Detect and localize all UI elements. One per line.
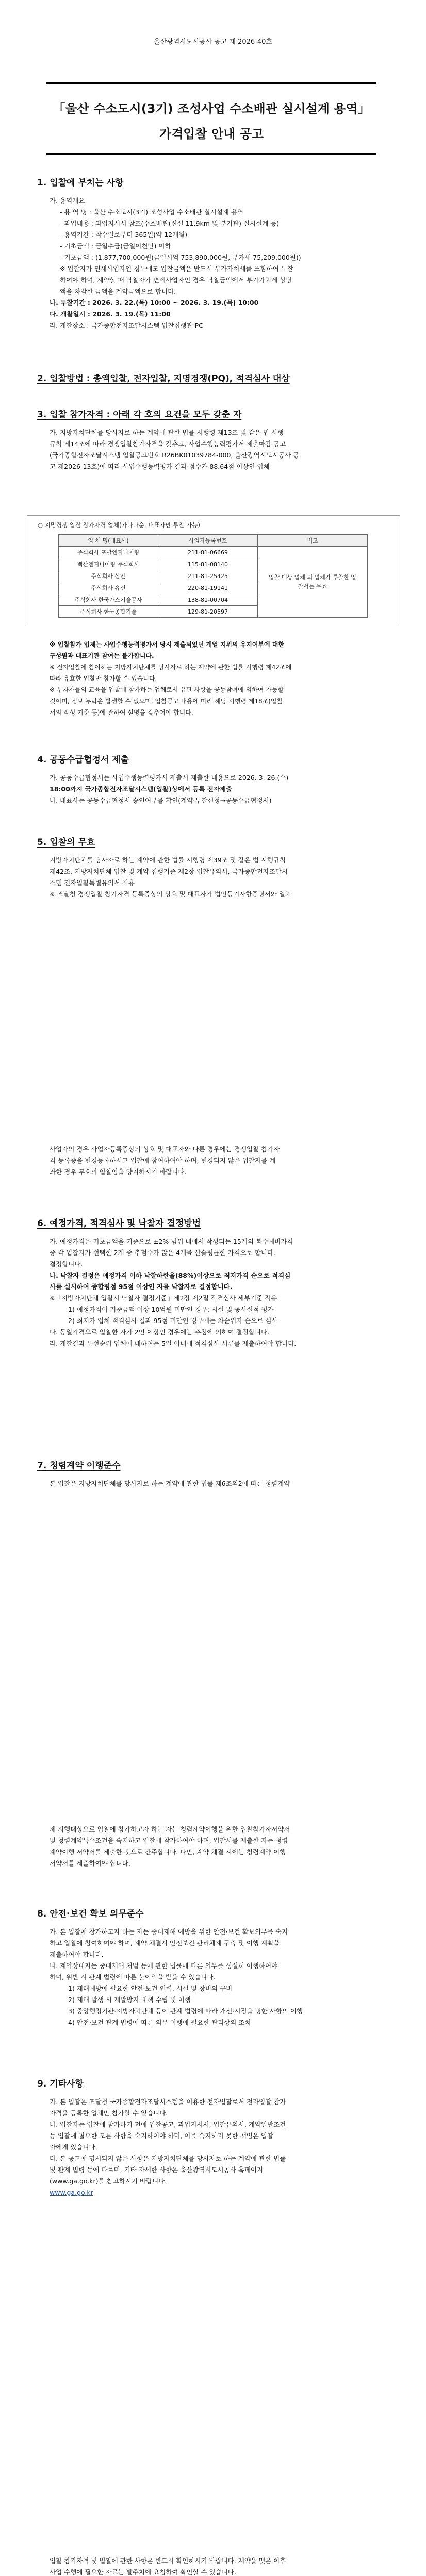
- s1-line: 라. 개찰장소 : 국가종합전자조달시스템 입찰집행관 PC: [50, 321, 203, 329]
- firm-table-header: 사업자등록번호: [158, 535, 258, 547]
- homepage-link[interactable]: www.ga.go.kr: [50, 2189, 93, 2196]
- s4-line: 나. 대표사는 공동수급협정서 승인여부를 확인(계약·투찰신청→공동수급협정서): [50, 796, 272, 804]
- s1-line: - 과업내용 : 과업지시서 참조(수소배관(신설 11.9km 및 분기관) 실시설계 등): [60, 219, 280, 227]
- s9-cont-line: 사업 수행에 필요한 자료는 발주처에 요청하여 확인할 수 있습니다.: [50, 2568, 236, 2576]
- section-5-continued: [37, 1144, 393, 1178]
- section-3: [37, 407, 393, 472]
- section-9-heading: 9. 기타사항: [37, 2079, 84, 2089]
- s1-line: - 용 역 명 : 울산 수소도시(3기) 조성사업 수소배관 실시설계 용역: [60, 208, 243, 216]
- firm-name: 주식회사 한국종합기술: [59, 606, 158, 618]
- s1-line: 하여야 하며, 계약할 때 낙찰자가 면세사업자인 경우 낙찰금액에서 부가가치세 상당: [60, 276, 292, 284]
- section-5-heading: 5. 입찰의 무효: [37, 837, 95, 848]
- s3-line: 규칙 제14조에 따라 경쟁입찰참가자격을 갖추고, 사업수행능력평가서 제출마감 공고: [50, 440, 286, 448]
- s8-line: 하고 입찰에 참여하여야 하며, 계약 체결시 안전보건 관리체계 구축 및 이행 계획을: [50, 1939, 280, 1947]
- section-6: [37, 1216, 393, 1349]
- firm-name: 주식회사 포괄엔지니어링: [59, 547, 158, 558]
- s8-line: 4) 안전·보건 관계 법령에 따른 의무 이행에 필요한 관리상의 조치: [68, 2019, 251, 2026]
- s5-line: ※ 조달청 경쟁입찰 참가자격 등록증상의 상호 및 대표자가 법인등기사항증명서와 일치: [50, 890, 291, 898]
- s9-cont-line: 입찰 참가자격 및 입찰에 관한 사항은 반드시 확인하시기 바랍니다. 계약을 맺은 이후: [50, 2557, 286, 2565]
- title-line-2: 가격입찰 안내 공고: [159, 127, 264, 141]
- s3-note: 것이며, 정보 누락은 발생할 수 없으며, 입찰공고 내용에 따라 해당 시행령 제18조(입찰: [50, 698, 283, 705]
- s1-line: - 용역기간 : 착수일로부터 365일(약 12개월): [60, 231, 188, 239]
- s6-line: 1) 예정가격이 기준금액 이상 10억원 미만인 경우: 시설 및 공사실적 평가: [68, 1306, 274, 1313]
- s7-cont-line: 서약서를 제출하여야 합니다.: [50, 1859, 130, 1867]
- s5-cont-line: 좌한 경우 무효의 입찰임을 양지하시기 바랍니다.: [50, 1168, 187, 1176]
- s6-line: 나. 낙찰자 결정은 예정가격 이하 낙찰하한율(88%)이상으로 최저가격 순으로 적격심: [50, 1272, 291, 1279]
- s3-note: 구성원과 대표기관 참여는 불가합니다.: [50, 652, 154, 659]
- section-7-heading: 7. 청렴계약 이행준수: [37, 1461, 121, 1471]
- firm-biz-no: 115-81-08140: [158, 558, 258, 570]
- section-6-heading: 6. 예정가격, 적격심사 및 낙찰자 결정방법: [37, 1218, 201, 1229]
- s9-line: 등 입찰에 필요한 모든 사항을 숙지하여야 하며, 이를 숙지하지 못한 책임은 입찰: [50, 2132, 274, 2140]
- s9-line: 자에게 있습니다.: [50, 2143, 97, 2151]
- section-9-continued: [37, 2555, 393, 2576]
- firm-name: 주식회사 한국가스기술공사: [59, 594, 158, 606]
- firm-table-header: 비고: [258, 535, 368, 547]
- firm-name: 주식회사 유신: [59, 582, 158, 594]
- s1-line: - 기초금액 : 금일수금(금일이천만) 이하: [60, 242, 171, 250]
- section-7: [37, 1458, 393, 1489]
- section-1-heading: 1. 입찰에 부치는 사항: [37, 178, 124, 188]
- s4-line: 18:00까지 국가종합전자조달시스템(입찰)상에서 등록 전자제출: [50, 785, 233, 793]
- section-4: [37, 752, 393, 806]
- section-2-heading: 2. 입찰방법 : 총액입찰, 전자입찰, 지명경쟁(PQ), 적격심사 대상: [37, 374, 290, 384]
- firm-name: 주식회사 삼안: [59, 570, 158, 582]
- table-row: [59, 547, 368, 558]
- firm-table-caption: ○ 지명경쟁 입찰 참가자격 업체(가나다순, 대표자만 투찰 가능): [38, 521, 200, 529]
- section-9: [37, 2076, 393, 2198]
- section-1: [37, 175, 393, 331]
- section-2: [37, 371, 393, 384]
- s8-line: 3) 중앙행정기관·지방자치단체 등이 관계 법령에 따라 개선·시정을 명한 사항의 이행: [68, 2007, 303, 2015]
- s6-line: 2) 최저가 업체 적격심사 결과 95점 미만인 경우에는 차순위자 순으로 심사: [68, 1317, 278, 1325]
- firm-table: [58, 534, 368, 618]
- s5-cont-line: 사업자의 경우 사업자등록증상의 상호 및 대표자와 다른 경우에는 경쟁입찰 참가자: [50, 1145, 280, 1153]
- s4-line: 가. 공동수급협정서는 사업수행능력평가서 제출시 제출한 내용으로 2026. 3. 26.(수): [50, 774, 289, 782]
- s3-note: 따라 유효한 입찰만 참가할 수 있습니다.: [50, 675, 157, 682]
- s3-note: 서의 작성 기준 등)에 관하여 설명을 갖추어야 합니다.: [50, 709, 193, 716]
- s9-line: 및 관계 법령 등에 따르며, 기타 자세한 사항은 울산광역시도시공사 홈페이지: [50, 2166, 264, 2174]
- s8-line: 제출하여야 합니다.: [50, 1951, 104, 1958]
- s1-line: 가. 용역개요: [50, 197, 85, 205]
- s3-line: (국가종합전자조달시스템 입찰공고번호 R26BK01039784-000, 울산광역시도시공사 공: [50, 451, 300, 459]
- s1-line: 나. 투찰기간 : 2026. 3. 22.(목) 10:00 ~ 2026. 3. 19.(목) 10:00: [50, 299, 259, 307]
- homepage-link-line: [37, 2187, 393, 2198]
- firm-biz-no: 220-81-19141: [158, 582, 258, 594]
- s5-cont-line: 격 등록증을 변경등록하시고 입찰에 참여하여야 하며, 변경되지 않은 입찰자를 계: [50, 1157, 276, 1164]
- s6-line: 라. 개찰결과 우선순위 업체에 대하여는 5일 이내에 적격심사 서류를 제출하여야 합니다.: [50, 1340, 297, 1347]
- s5-line: 지방자치단체를 당사자로 하는 계약에 관한 법률 시행령 제39조 및 같은 법 시행규칙: [50, 856, 286, 864]
- section-5: [37, 835, 393, 900]
- s3-line: 고 제2026-13호)에 따라 사업수행능력평가 결과 점수가 88.64점 이상인 업체: [50, 463, 270, 470]
- s1-line: - 기초금액 : (1,877,700,000원(금일시억 753,890,000원, 부가세 75,209,000원)): [60, 253, 301, 261]
- s9-line: (www.ga.go.kr)를 참고하시기 바랍니다.: [50, 2177, 167, 2185]
- s6-line: 가. 예정가격은 기초금액을 기준으로 ±2% 범위 내에서 작성되는 15개의 복수예비가격: [50, 1238, 293, 1245]
- s5-line: 스템 전자입찰특별유의서 적용: [50, 879, 135, 887]
- s8-line: 가. 본 입찰에 참가하고자 하는 자는 중대재해 예방을 위한 안전·보건 확보의무를 숙지: [50, 1928, 288, 1936]
- s9-line: 가. 본 입찰은 조달청 국가종합전자조달시스템을 이용한 전자입찰로서 전자입찰 참가: [50, 2098, 286, 2106]
- s9-line: 자격을 등록한 업체만 참가할 수 있습니다.: [50, 2109, 168, 2117]
- s3-line: 가. 지방자치단체를 당사자로 하는 계약에 관한 법률 시행령 제13조 및 같은 법 시행: [50, 429, 284, 436]
- title-box: [46, 82, 376, 155]
- s8-line: 1) 재해예방에 필요한 안전·보건 인력, 시설 및 장비의 구비: [68, 1985, 233, 1992]
- firm-biz-no: 211-81-06669: [158, 547, 258, 558]
- section-8-heading: 8. 안전·보건 확보 의무준수: [37, 1909, 144, 1919]
- s8-line: 2) 재해 발생 시 재발방지 대책 수립 및 이행: [68, 1996, 191, 2004]
- firm-biz-no: 129-81-20597: [158, 606, 258, 618]
- s3-note: ※ 투자자들의 교육을 입찰에 참가하는 업체로서 유관 사항을 공동참여에 의하여 가능할: [50, 686, 284, 693]
- section-4-heading: 4. 공동수급협정서 제출: [37, 755, 129, 765]
- firm-table-header: 업 체 명(대표사): [59, 535, 158, 547]
- s7-cont-line: 및 청렴계약특수조건을 숙지하고 입찰에 참가하여야 하며, 입찰서를 제출한 자는 청렴: [50, 1837, 288, 1844]
- s7-line: 본 입찰은 지방자치단체를 당사자로 하는 계약에 관한 법률 제6조의2에 따른 청렴계약: [50, 1480, 290, 1487]
- firm-table-note: 입찰 대상 업체 외 업체가 투찰한 입찰서는 무효: [258, 547, 368, 618]
- s1-line: 다. 개찰일시 : 2026. 3. 19.(목) 11:00: [50, 310, 171, 318]
- firm-name: 백산엔지니어링 주식회사: [59, 558, 158, 570]
- s6-line: 중 각 입찰자가 선택한 2개 중 추첨수가 많은 4개를 산술평균한 가격으로 합니다.: [50, 1249, 275, 1257]
- s1-line: 액을 차감한 금액을 계약금액으로 합니다.: [60, 287, 176, 295]
- s6-line: 다. 동일가격으로 입찰한 자가 2인 이상인 경우에는 추첨에 의하여 결정합니다.: [50, 1328, 269, 1336]
- title-line-1: 「울산 수소도시(3기) 조성사업 수소배관 실시설계 용역」: [53, 101, 370, 116]
- s8-line: 하며, 위반 시 관계 법령에 따른 불이익을 받을 수 있습니다.: [50, 1973, 216, 1981]
- s1-line: ※ 입찰자가 면세사업자인 경우에도 입찰금액은 반드시 부가가치세를 포함하여 투찰: [60, 265, 293, 273]
- s9-line: 다. 본 공고에 명시되지 않은 사항은 지방자치단체를 당사자로 하는 계약에 관한 법률: [50, 2155, 286, 2162]
- section-8: [37, 1906, 393, 2028]
- s6-line: 사를 실시하여 종합평점 95점 이상인 자를 낙찰자로 결정합니다.: [50, 1283, 233, 1291]
- s8-line: 나. 계약상대자는 중대재해 처벌 등에 관한 법률에 따른 의무를 성실히 이행하여야: [50, 1962, 278, 1970]
- s6-line: ※「지방자치단체 입찰시 낙찰자 결정기준」제2장 제2절 적격심사 세부기준 적용: [50, 1294, 277, 1302]
- s3-note: ※ 입찰참가 업체는 사업수행능력평가서 당시 제출되었던 계열 지위의 유지여부에 대한: [50, 641, 284, 648]
- s6-line: 결정합니다.: [50, 1260, 83, 1268]
- section-3-heading: 3. 입찰 참가자격 : 아래 각 호의 요건을 모두 갖춘 자: [37, 410, 242, 420]
- s5-line: 제42조, 지방자치단체 입찰 및 계약 집행기준 제2장 입찰유의서, 국가종합전자조달시: [50, 868, 288, 875]
- s7-cont-line: 계약이행 서약서를 제출한 것으로 간주합니다. 다만, 계약 체결 시에는 청렴계약 이행: [50, 1848, 286, 1856]
- notice-number: 울산광역시도시공사 공고 제 2026-40호: [154, 38, 272, 46]
- s9-line: 나. 입찰자는 입찰에 참가하기 전에 입찰공고, 과업지시서, 입찰유의서, 계약일반조건: [50, 2121, 286, 2128]
- section-7-continued: [37, 1824, 393, 1869]
- firm-biz-no: 138-81-00704: [158, 594, 258, 606]
- firm-biz-no: 211-81-25425: [158, 570, 258, 582]
- section-3-notes: [37, 639, 393, 718]
- s3-note: ※ 전자입찰에 참여하는 지방자치단체를 당사자로 하는 계약에 관한 법률 시행령 제42조에: [50, 664, 292, 671]
- firm-table-box: [27, 515, 400, 625]
- s7-cont-line: 제 시행대상으로 입찰에 참가하고자 하는 자는 청렴계약이행을 위한 입찰참가자서약서: [50, 1825, 290, 1833]
